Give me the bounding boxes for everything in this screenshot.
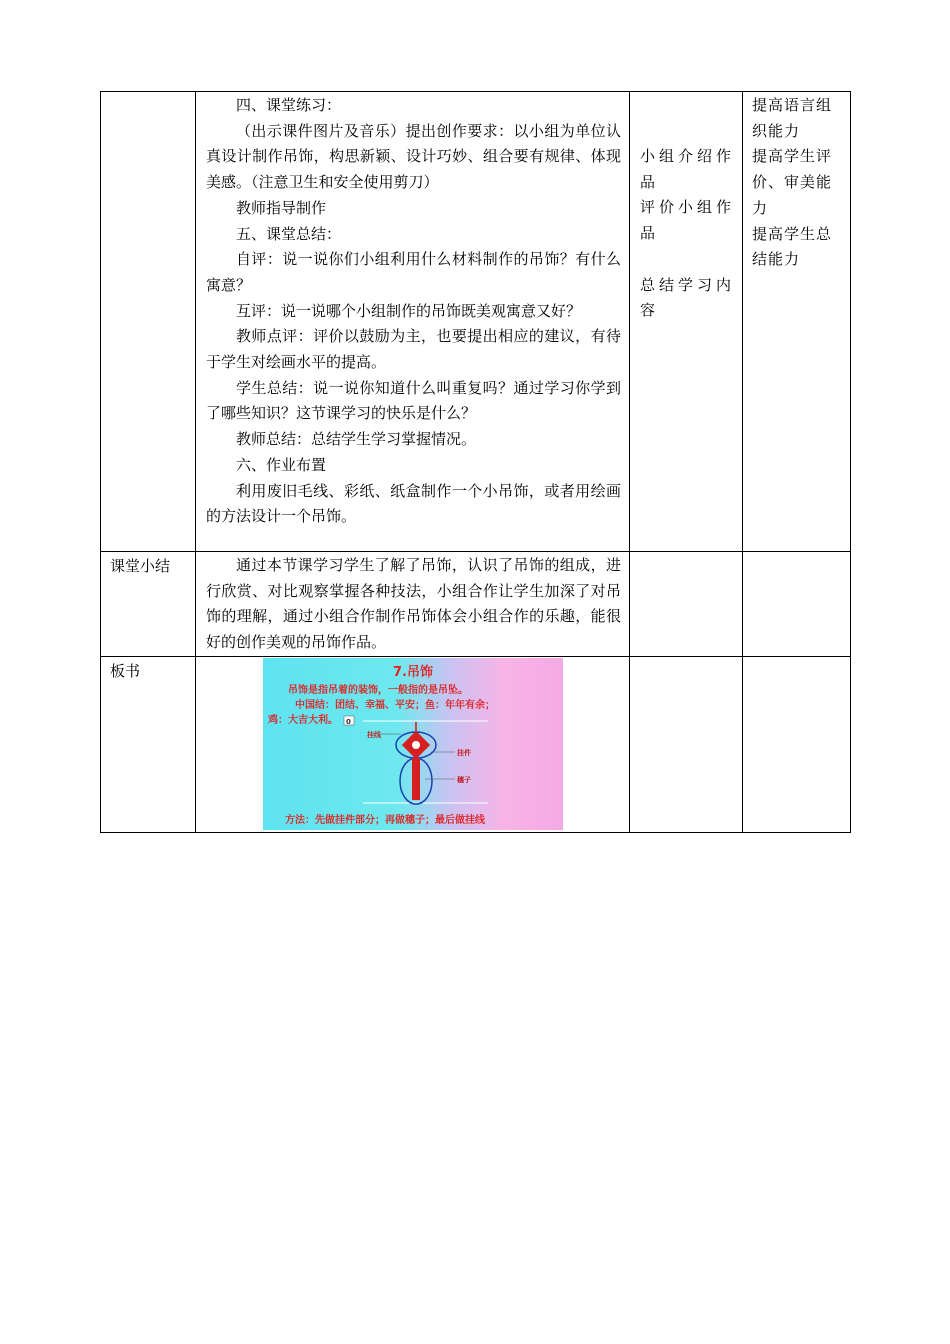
lesson-plan-table [100, 91, 851, 833]
summary-heading: 五、课堂总结： [236, 224, 342, 243]
homework-heading: 六、作业布置 [236, 455, 327, 474]
table-row-class-summary [101, 552, 851, 657]
practice-paragraph: 教师指导制作 [236, 198, 327, 217]
cell-board [196, 656, 630, 832]
design-intent-line: 提高学生总结能力 [752, 224, 833, 269]
summary-paragraph: 互评：说一说哪个小组制作的吊饰既美观寓意又好？ [236, 301, 582, 320]
marker-text: 0 [346, 717, 351, 726]
board-line: 吊饰是指吊着的装饰，一般指的是吊坠。 [288, 684, 468, 696]
cell-empty [630, 552, 743, 657]
cell-class-summary [196, 552, 630, 657]
summary-paragraph: 学生总结：说一说你知道什么叫重复吗？通过学习你学到了哪些知识？这节课学习的快乐是什么？ [206, 378, 621, 423]
cell-design-intent [743, 92, 851, 552]
practice-heading: 四、课堂练习： [236, 96, 342, 114]
label-tassel: 穗子 [457, 775, 471, 784]
board-label: 板书 [101, 656, 196, 832]
spacer [640, 247, 734, 273]
summary-paragraph: 教师点评：评价以鼓励为主，也要提出相应的建议，有待于学生对绘画水平的提高。 [206, 327, 621, 372]
knot-center [412, 741, 420, 749]
cell-empty-label [101, 92, 196, 552]
label-hang-line: 挂线 [367, 730, 381, 739]
student-activity-line: 小组介绍作品 [640, 147, 734, 191]
tassel [412, 758, 420, 800]
cell-empty [743, 656, 851, 832]
blackboard-image [263, 658, 563, 830]
class-summary-label: 课堂小结 [101, 552, 196, 657]
board-line: 鸡：大吉大利。 [268, 714, 338, 726]
homework-text: 利用废旧毛线、彩纸、纸盒制作一个小吊饰，或者用绘画的方法设计一个吊饰。 [206, 481, 621, 526]
table-row-activities [101, 92, 851, 552]
table-row-board [101, 656, 851, 832]
summary-paragraph: 自评：说一说你们小组利用什么材料制作的吊饰？有什么寓意？ [206, 250, 621, 294]
student-activity-line: 总结学习内容 [640, 275, 734, 320]
board-line: 中国结：团结、幸福、平安；鱼：年年有余； [295, 699, 495, 711]
practice-paragraph: （出示课件图片及音乐）提出创作要求：以小组为单位认真设计制作吊饰，构思新颖、设计巧妙、组合要有规律、体现美感。（注意卫生和安全使用剪刀） [206, 121, 621, 192]
board-method: 方法：先做挂件部分；再做穗子；最后做挂线 [285, 814, 485, 826]
design-intent-line: 提高学生评价、审美能力 [752, 147, 833, 217]
cell-empty [743, 552, 851, 657]
student-activity-line: 评价小组作品 [640, 198, 734, 243]
cell-empty [630, 656, 743, 832]
cell-student-activity [630, 92, 743, 552]
label-pendant: 挂件 [457, 748, 471, 757]
design-intent-line: 提高语言组织能力 [752, 96, 833, 140]
cell-teaching-process [196, 92, 630, 552]
summary-paragraph: 教师总结：总结学生学习掌握情况。 [236, 430, 477, 449]
class-summary-text: 通过本节课学习学生了解了吊饰，认识了吊饰的组成，进行欣赏、对比观察掌握各种技法，小组合作让学生加深了对吊饰的理解，通过小组合作制作吊饰体会小组合作的乐趣，能很好的创作美观的吊饰作品。 [206, 556, 621, 652]
board-title: 7.吊饰 [393, 664, 433, 680]
